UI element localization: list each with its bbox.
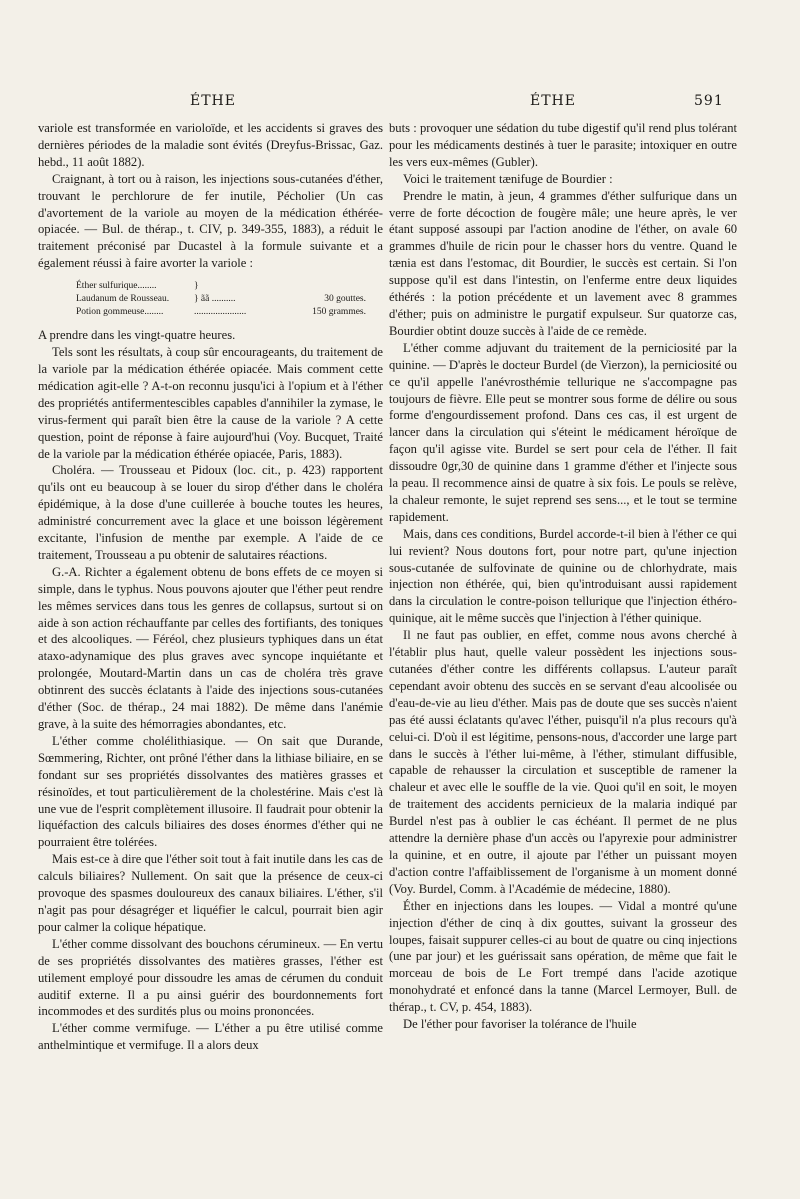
paragraph: Voici le traitement tænifuge de Bourdier : bbox=[403, 171, 613, 186]
section-paragraph: L'éther comme adjuvant du traitement de la perniciosité par la quinine. — D'après le docteur Burdel (de Vierzon), la perniciosité ou ce qu'il appelle l'anévrosthémie tellurique ne s'accompagne pas toujours de fièvre. Elle peut se montrer sous forme de délire ou sous forme d'engourdissement profond. Dans ces cas, il est urgent de lancer dans la circulation qui s'éteint le médicament héroïque de façon qu'il agisse vite. Burdel se sert pour cela de l'éther. Il fait dissoudre 0gr,30 de quinine dans 1 gramme d'éther et l'injecte sous la peau. Il recommence ainsi de quatre à six fois. Le pouls se relève, la chaleur remonte, le sujet reprend ses sens..., et le tout se termine rapidement. bbox=[389, 340, 737, 524]
paragraph: A prendre dans les vingt-quatre heures. bbox=[38, 328, 236, 343]
formula-leader: ...................... bbox=[194, 307, 247, 318]
left-column bbox=[38, 120, 383, 1054]
section-paragraph: L'éther comme cholélithiasique. — On sait que Durande, Sœmmering, Richter, ont prôné l'éther dans la lithiase biliaire, en se fondant sur ses propriétés dissolvantes des matières grasses et résinoïdes, et tout particulièrement de la cholestérine. Mais c'est là une vue de l'esprit complètement illusoire. Il faudrait pour obtenir la liquéfaction des calculs biliaires des doses énormes d'éther qui ne pourraient être tolérées. bbox=[38, 733, 383, 850]
page-number: 591 bbox=[694, 93, 724, 109]
paragraph: Tels sont les résultats, à coup sûr encourageants, du traitement de la variole par la médication éthérée opiacée. Mais comment cette médication agit-elle ? A-t-on reconnu jusqu'ici à l'opium et à l'éther des propriétés antifermentescibles capables d'annihiler la zymase, le virus-ferment qui paraît bien être la cause de la variole ? A cette question, point de réponse à faire aujourd'hui (Voy. Bucquet, Traité de la variole par la médication éthérée opiacée, Paris, 1883). bbox=[38, 345, 383, 461]
formula-dose: 150 grammes. bbox=[312, 307, 366, 318]
section-heading: De l'éther pour favoriser la tolérance de l'huile bbox=[403, 1017, 637, 1032]
running-head-left: ÉTHE bbox=[190, 93, 236, 109]
section-paragraph: L'éther comme dissolvant des bouchons cérumineux. — En vertu de ses propriétés dissolvantes des matières grasses, l'éther est utilement employé pour dissoudre les amas de cérumen du conduit auditif externe. Il a pu ainsi guérir des bourdonnements fort incommodes et des surdités plus ou moins prononcées. bbox=[38, 936, 383, 1019]
paragraph: Il ne faut pas oublier, en effet, comme nous avons cherché à l'établir plus haut, quelle valeur possèdent les injections sous-cutanées d'éther contre les différents collapsus. L'auteur paraît cependant avoir obtenu des succès en se servant d'eau alcoolisée ou d'eau-de-vie au lieu d'éther. Mais pas de doute que ses succès n'aient pas été aussi éclatants qu'avec l'éther, puisqu'il n'a plus recours qu'à celui-ci. D'où il est légitime, pensons-nous, d'accorder une large part dans le succès à l'éther lui-même, à l'éther, stimulant diffusible, capable de rehausser la circulation et susceptible de ramener la chaleur et avec elle le souffle de la vie. Quoi qu'il en soit, le moyen de traitement des accidents pernicieux de la malaria indiqué par Burdel n'est pas à oublier le cas échéant. Il permet de ne plus attendre la dernière phase d'un accès ou l'apyrexie pour administrer la quinine, et en outre, il ajoute par l'éther un puissant moyen d'action contre l'affaiblissement de l'organisme à un moment donné (Voy. Burdel, Comm. à l'Académie de médecine, 1880). bbox=[389, 628, 737, 896]
formula-ingredient: Laudanum de Rousseau. bbox=[76, 294, 170, 305]
formula-dose bbox=[294, 280, 366, 293]
paragraph: Prendre le matin, à jeun, 4 grammes d'éther sulfurique dans un verre de forte décoction de fougère mâle; une heure après, le ver étant supposé assoupi par l'action anodine de l'éther, on avale 60 grammes d'huile de ricin pour le chasser hors du ventre. Quand le tænia est dans l'estomac, dit Bourdier, le succès est certain. Si l'on suppose qu'il est dans l'intestin, on l'enferme entre deux liquides éthérés : la potion précédente et un lavement avec 8 grammes d'éther; puis on administre le purgatif expulseur. Sur quatorze cas, Bourdier obtint douze succès à l'aide de ce remède. bbox=[389, 188, 737, 338]
running-head-right: ÉTHE bbox=[530, 93, 576, 109]
formula-dose: 30 gouttes. bbox=[324, 294, 366, 305]
prescription-formula bbox=[76, 280, 366, 319]
formula-brace: } ãã .......... bbox=[194, 294, 236, 305]
formula-row bbox=[76, 306, 366, 319]
section-paragraph: Éther en injections dans les loupes. — Vidal a montré qu'une injection d'éther de cinq à dix gouttes, suivant la grosseur des loupes, faisait suppurer celles-ci au bout de quatre ou cinq injections (une par jour) et les guérissait sans opération, de même que fait le morceau de bois de Le Fort trempé dans l'acide azotique monohydraté et enfoncé dans la tanne (Marcel Lermoyer, Bull. de thérap., t. CV, p. 454, 1883). bbox=[389, 898, 737, 1015]
formula-ingredient: Éther sulfurique........ bbox=[76, 281, 157, 292]
right-column bbox=[389, 120, 737, 1033]
paragraph: Craignant, à tort ou à raison, les injections sous-cutanées d'éther, trouvant le perchlorure de fer inutile, Pécholier (Un cas d'avortement de la variole au moyen de la médication éthérée-opiacée. — Bul. de thérap., t. CIV, p. 349-355, 1883), a réduit le traitement préconisé par Ducastel à la formule suivante et a également réussi à faire avorter la variole : bbox=[38, 171, 383, 271]
paragraph: Mais est-ce à dire que l'éther soit tout à fait inutile dans les cas de calculs biliaires? Nullement. On sait que la présence de ceux-ci provoque des spasmes douloureux des canaux biliaires. L'éther, s'il n'agit pas pour désagréger et liquéfier le calcul, pourrait bien agir pour calmer la colique hépatique. bbox=[38, 852, 383, 934]
formula-row bbox=[76, 293, 366, 306]
formula-brace: } bbox=[194, 281, 199, 292]
paragraph: variole est transformée en varioloïde, et les accidents si graves des dernières périodes de la maladie sont évités (Dreyfus-Brissac, Gaz. hebd., 11 août 1882). bbox=[38, 121, 383, 169]
section-paragraph: L'éther comme vermifuge. — L'éther a pu être utilisé comme anthelmintique et vermifuge. Il a alors deux bbox=[38, 1021, 383, 1053]
paragraph: Mais, dans ces conditions, Burdel accorde-t-il bien à l'éther ce qui lui revient? Nous doutons fort, pour notre part, qu'une injection sous-cutanée de sulfovinate de quinine ou de chlorhydrate, mais injection non éthérée, qui, bien qu'introduisant aussi rapidement dans la circulation le contre-poison tellurique que l'injection éthéro-quinique, ait le même succès que l'injection à l'éther quinique. bbox=[389, 526, 737, 626]
paragraph: G.-A. Richter a également obtenu de bons effets de ce moyen si simple, dans le typhus. Nous pouvons ajouter que l'éther peut rendre les mêmes services dans tous les genres de collapsus, surtout si on aide à son action réchauffante par celles des fortifiants, des toniques et des alcooliques. — Féréol, chez plusieurs typhiques dans un état ataxo-adynamique des plus graves avec syncope inquiétante et prolongée, Moutard-Martin dans un cas de choléra très grave obtinrent des succès éclatants à l'aide des injections sous-cutanées d'éther (Soc. de thérap., 24 mai 1882). De même dans l'anémie grave, à la suite des hémorragies abondantes, etc. bbox=[38, 564, 383, 731]
paragraph: buts : provoquer une sédation du tube digestif qu'il rend plus tolérant pour les médicaments destinés à tuer le parasite; intoxiquer en outre les vers eux-mêmes (Gubler). bbox=[389, 121, 737, 169]
formula-row bbox=[76, 280, 366, 293]
formula-ingredient: Potion gommeuse........ bbox=[76, 307, 164, 318]
paragraph: Choléra. — Trousseau et Pidoux (loc. cit., p. 423) rapportent qu'ils ont eu beaucoup à se louer du sirop d'éther dans le choléra épidémique, à la dose d'une cuillerée à bouche toutes les heures, administré concurrement avec la glace et une boisson légèrement excitante, l'infusion de menthe par exemple. A l'aide de ce traitement, Trousseau a pu obtenir de salutaires réactions. bbox=[38, 463, 383, 562]
